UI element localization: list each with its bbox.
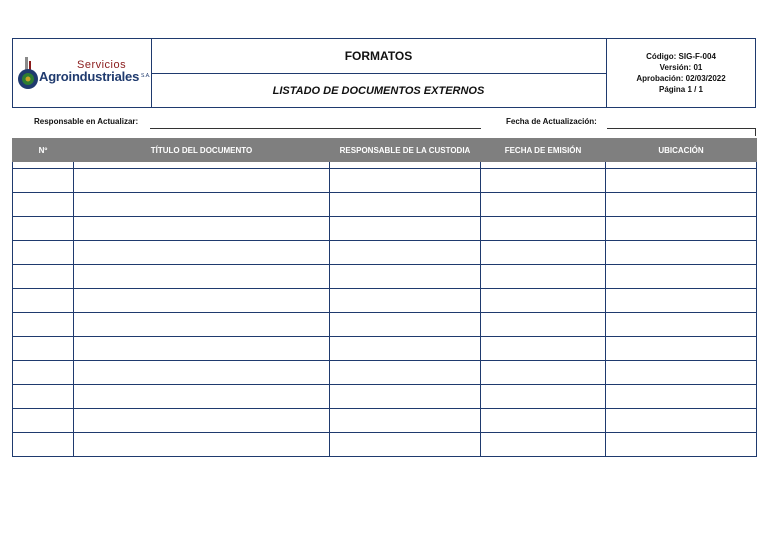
document-header <box>12 38 756 108</box>
table-cell[interactable] <box>606 289 757 313</box>
column-header-numero: Nº <box>13 139 74 162</box>
logo-servicios-text: Servicios <box>77 59 127 71</box>
document-category: FORMATOS <box>151 39 606 74</box>
table-cell[interactable] <box>606 337 757 361</box>
table-cell[interactable] <box>481 217 606 241</box>
table-row[interactable] <box>13 361 757 385</box>
table-cell[interactable] <box>74 169 330 193</box>
document-metadata <box>607 39 755 107</box>
responsable-field[interactable] <box>150 128 481 129</box>
table-cell[interactable] <box>330 289 481 313</box>
table-cell[interactable] <box>606 217 757 241</box>
table-cell[interactable] <box>481 361 606 385</box>
logo-agroindustriales-text: Agroindustriales <box>39 69 140 84</box>
table-cell[interactable] <box>481 433 606 457</box>
table-cell[interactable] <box>330 169 481 193</box>
responsable-label: Responsable en Actualizar: <box>34 117 139 126</box>
table-cell <box>13 162 74 169</box>
fecha-actualizacion-label: Fecha de Actualización: <box>506 117 597 126</box>
table-cell[interactable] <box>606 433 757 457</box>
table-row[interactable] <box>13 217 757 241</box>
table-row[interactable] <box>13 241 757 265</box>
table-cell[interactable] <box>74 313 330 337</box>
table-row[interactable] <box>13 169 757 193</box>
table-cell[interactable] <box>330 385 481 409</box>
table-row[interactable] <box>13 385 757 409</box>
table-cell[interactable] <box>330 241 481 265</box>
table-cell[interactable] <box>330 337 481 361</box>
table-row[interactable] <box>13 433 757 457</box>
table-cell[interactable] <box>74 217 330 241</box>
table-cell[interactable] <box>330 433 481 457</box>
table-cell[interactable] <box>74 433 330 457</box>
table-row[interactable] <box>13 289 757 313</box>
codigo-text: Código: SIG-F-004 <box>646 52 716 61</box>
table-cell[interactable] <box>13 433 74 457</box>
table-cell[interactable] <box>481 289 606 313</box>
table-cell[interactable] <box>13 241 74 265</box>
table-cell[interactable] <box>74 385 330 409</box>
table-cell[interactable] <box>606 169 757 193</box>
table-cell[interactable] <box>13 169 74 193</box>
table-cell[interactable] <box>13 313 74 337</box>
table-body <box>13 162 757 457</box>
field-border-mark <box>755 128 756 136</box>
table-row[interactable] <box>13 337 757 361</box>
table-cell[interactable] <box>606 265 757 289</box>
column-header-fecha-emision: FECHA DE EMISIÓN <box>481 139 606 162</box>
table-cell[interactable] <box>330 409 481 433</box>
table-cell[interactable] <box>74 289 330 313</box>
table-cell[interactable] <box>606 241 757 265</box>
column-header-titulo: TÍTULO DEL DOCUMENTO <box>74 139 330 162</box>
table-cell[interactable] <box>74 361 330 385</box>
table-cell[interactable] <box>330 265 481 289</box>
table-cell[interactable] <box>74 193 330 217</box>
table-cell[interactable] <box>606 385 757 409</box>
gear-globe-icon <box>16 55 40 91</box>
table-cell[interactable] <box>13 289 74 313</box>
table-cell[interactable] <box>13 193 74 217</box>
document-title: LISTADO DE DOCUMENTOS EXTERNOS <box>272 84 485 97</box>
table-cell[interactable] <box>481 265 606 289</box>
table-cell[interactable] <box>13 409 74 433</box>
table-cell <box>74 162 330 169</box>
table-cell[interactable] <box>606 409 757 433</box>
table-cell[interactable] <box>74 409 330 433</box>
table-cell[interactable] <box>74 241 330 265</box>
pagina-text: Página 1 / 1 <box>658 85 704 94</box>
company-logo <box>13 39 152 107</box>
table-cell[interactable] <box>330 217 481 241</box>
table-cell[interactable] <box>481 313 606 337</box>
table-cell[interactable] <box>13 265 74 289</box>
table-cell[interactable] <box>481 193 606 217</box>
logo-suffix-text: S.A. <box>141 73 151 79</box>
table-cell[interactable] <box>330 313 481 337</box>
table-header-row <box>13 139 757 162</box>
table-cell[interactable] <box>606 313 757 337</box>
table-cell[interactable] <box>481 337 606 361</box>
table-cell[interactable] <box>606 193 757 217</box>
title-cell <box>151 39 607 107</box>
table-spacer-row <box>13 162 757 169</box>
table-cell[interactable] <box>606 361 757 385</box>
table-cell[interactable] <box>481 241 606 265</box>
aprobacion-text: Aprobación: 02/03/2022 <box>636 74 726 83</box>
table-cell[interactable] <box>481 169 606 193</box>
table-cell[interactable] <box>13 361 74 385</box>
table-cell[interactable] <box>74 337 330 361</box>
column-header-ubicacion: UBICACIÓN <box>606 139 757 162</box>
table-cell[interactable] <box>13 385 74 409</box>
table-row[interactable] <box>13 193 757 217</box>
table-row[interactable] <box>13 265 757 289</box>
table-cell <box>606 162 757 169</box>
table-cell[interactable] <box>330 193 481 217</box>
documents-table <box>12 138 757 457</box>
table-row[interactable] <box>13 409 757 433</box>
table-cell[interactable] <box>330 361 481 385</box>
table-cell <box>481 162 606 169</box>
table-cell[interactable] <box>481 409 606 433</box>
fecha-actualizacion-field[interactable] <box>607 128 756 129</box>
table-row[interactable] <box>13 313 757 337</box>
table-cell[interactable] <box>13 217 74 241</box>
table-cell[interactable] <box>481 385 606 409</box>
table-cell <box>330 162 481 169</box>
column-header-responsable: RESPONSABLE DE LA CUSTODIA <box>330 139 481 162</box>
version-text: Versión: 01 <box>659 63 703 72</box>
table-cell[interactable] <box>13 337 74 361</box>
table-cell[interactable] <box>74 265 330 289</box>
